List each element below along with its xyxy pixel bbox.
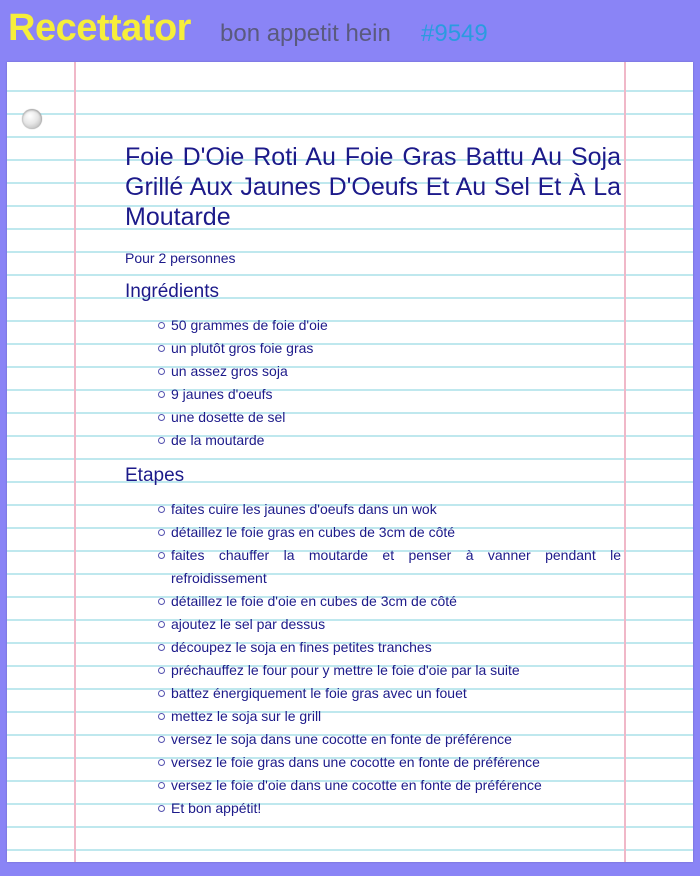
ingredient-item: une dosette de sel [171,406,621,429]
steps-list [125,498,621,820]
recipe-title: Foie D'Oie Roti Au Foie Gras Battu Au Soja Grillé Aux Jaunes D'Oeufs Et Au Sel Et À La Moutarde [125,143,621,231]
left-margin-line [74,62,76,862]
ingredient-item: un plutôt gros foie gras [171,337,621,360]
step-item: faites chauffer la moutarde et penser à vanner pendant le refroidissement [171,544,621,590]
step-item: faites cuire les jaunes d'oeufs dans un wok [171,498,621,521]
step-item: Et bon appétit! [171,797,621,820]
servings-text: Pour 2 personnes [125,250,236,266]
steps-heading: Etapes [125,465,185,486]
ingredient-item: de la moutarde [171,429,621,452]
site-header [0,0,700,62]
step-item: battez énergiquement le foie gras avec un fouet [171,682,621,705]
ingredient-item: 50 grammes de foie d'oie [171,314,621,337]
step-item: versez le foie gras dans une cocotte en fonte de préférence [171,751,621,774]
brand-logo[interactable]: Recettator [8,7,191,49]
step-item: versez le soja dans une cocotte en fonte de préférence [171,728,621,751]
step-item: découpez le soja en fines petites tranches [171,636,621,659]
step-item: versez le foie d'oie dans une cocotte en fonte de préférence [171,774,621,797]
ingredient-item: un assez gros soja [171,360,621,383]
ingredient-item: 9 jaunes d'oeufs [171,383,621,406]
binder-hole-icon [22,109,42,129]
step-item: mettez le soja sur le grill [171,705,621,728]
notebook-paper [7,62,693,862]
step-item: détaillez le foie gras en cubes de 3cm de côté [171,521,621,544]
site-tagline: bon appetit hein [220,20,391,47]
step-item: préchauffez le four pour y mettre le foie d'oie par la suite [171,659,621,682]
step-item: détaillez le foie d'oie en cubes de 3cm de côté [171,590,621,613]
ingredients-list [125,314,621,452]
recipe-content [125,142,621,820]
step-item: ajoutez le sel par dessus [171,613,621,636]
right-margin-line [624,62,626,862]
recipe-id-link[interactable]: #9549 [421,20,488,47]
ingredients-heading: Ingrédients [125,281,220,302]
